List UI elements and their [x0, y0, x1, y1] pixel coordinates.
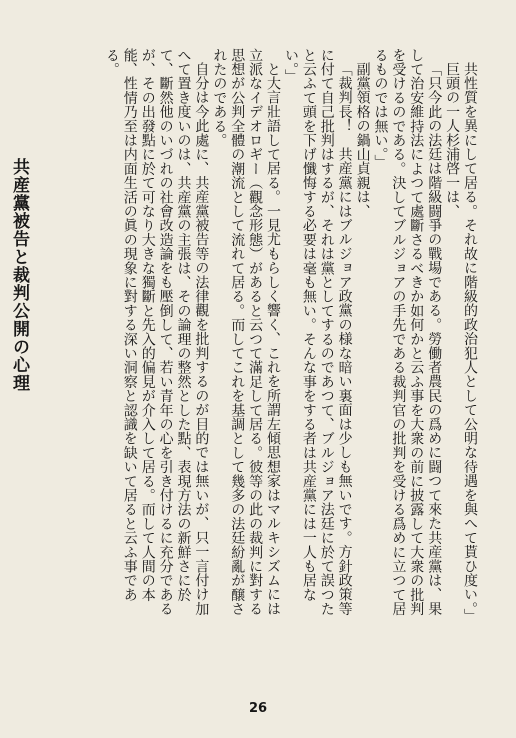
running-title: 共産黨被告と裁判公開の心理 — [9, 158, 29, 392]
paragraph-2: 巨頭の一人杉浦啓一は、 — [444, 62, 461, 219]
paragraph-7: 自分は今此處に、共産黨被告等の法律觀を批判するのが目的では無いが、只一言付け加へて置き度いのは、共産黨の主張は、その論理の整然とした點、表現方法の新鮮さに於て、斷然他のいづれの社會改造論をも壓倒して、若い青年の心を引き付けるに充分であるが、その出發點に於て可なり大きな獨斷と先入的偏見が介入して居る。而して人間の本能、性情乃至は内面生活の眞の現象に對する深い洞察と認識を缺いて居ると云ふ事である。 — [103, 48, 210, 616]
paragraph-6: と大言壯語して居る。一見尤もらしく響く、これを所謂左傾思想家はマルキシズムには立派なイデオロギー（觀念形態）があると云つて滿足して居る。彼等の此の裁判に對する思想が公判全體の潮流として流れて居る。而してこれを基調として幾多の法廷紛亂が醸されたのである。 — [211, 48, 282, 616]
paragraph-3: 「只今此の法廷は階級闘爭の戰場である。勞働者農民の爲めに闘つて來た共産黨は、果して治安維持法によつて處斷さるべきか如何かと云ふ事を大衆の前に披露して大衆の批判を受けるのである。決してブルジョアの手先である裁判官の批判を受ける爲めに立つて居るものでは無い。」 — [372, 48, 443, 616]
page-number: 26 — [248, 701, 268, 716]
paragraph-5: 「裁判長！ 共産黨にはブルジョア政黨の様な暗い裏面は少しも無いです。方針政策等に付て自己批判はするが、それは黨としてするのであつて、ブルジョア法廷に於て誤つたと云ふて頭を下げ懺悔する必要は毫も無い。そんな事をする者は共産黨には一人も居ない。」 — [282, 48, 353, 616]
paragraph-4: 副黨領格の鍋山貞親は、 — [354, 62, 371, 219]
paragraph-1: 共性質を異にして居る。それ故に階級的政治犯人として公明な待遇を與へて貰ひ度い。」 — [462, 62, 478, 623]
body-text — [28, 48, 478, 623]
